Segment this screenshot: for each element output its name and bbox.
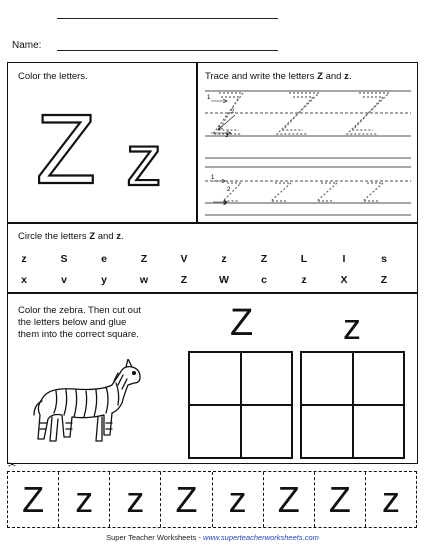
glue-square[interactable] — [353, 405, 405, 458]
letter-choice[interactable]: L — [300, 253, 308, 265]
stroke-number-2: 2 — [231, 109, 235, 115]
letter-choice[interactable]: z — [221, 253, 227, 265]
cut-out-letter[interactable]: Z — [315, 472, 366, 527]
upper-case-glue-grid — [188, 351, 293, 459]
svg-text:1: 1 — [211, 175, 215, 181]
letter-choice[interactable]: s — [381, 253, 387, 265]
circle-letters-panel — [7, 222, 418, 294]
cut-out-letter[interactable]: Z — [264, 472, 315, 527]
scissors-icon: ✂ — [8, 460, 17, 471]
letter-choice[interactable]: Z — [180, 274, 188, 286]
letter-choice[interactable]: z — [21, 253, 27, 265]
cut-out-letter[interactable]: Z — [8, 472, 59, 527]
lower-case-heading: z — [343, 306, 361, 347]
letter-choice[interactable]: S — [60, 253, 68, 265]
lower-case-glue-grid — [300, 351, 405, 459]
name-line — [57, 50, 278, 51]
letter-choice[interactable]: Z — [140, 253, 148, 265]
top-blank-line — [57, 18, 278, 19]
footer-site-link[interactable]: www.superteacherworksheets.com — [202, 533, 319, 542]
zebra-instruction-line-1: Color the zebra. Then cut out — [18, 305, 141, 316]
svg-text:3: 3 — [223, 201, 227, 207]
letter-choice[interactable]: V — [180, 253, 188, 265]
zebra-illustration — [28, 359, 148, 451]
glue-square[interactable] — [301, 405, 353, 458]
name-label: Name: — [12, 40, 42, 51]
glue-square[interactable] — [189, 352, 241, 405]
cut-out-letter[interactable]: Z — [161, 472, 212, 527]
glue-square[interactable] — [241, 352, 293, 405]
letter-choice[interactable]: v — [61, 274, 67, 286]
glue-square[interactable] — [241, 405, 293, 458]
outline-lower-z: z — [126, 121, 162, 201]
cut-out-letter[interactable]: z — [213, 472, 264, 527]
cut-out-letter[interactable]: z — [381, 478, 400, 520]
stroke-number-3: 3 — [225, 133, 229, 139]
letter-choice[interactable]: I — [342, 253, 346, 265]
outline-letters — [8, 63, 196, 223]
letter-choice[interactable]: w — [139, 274, 149, 286]
cut-out-letter[interactable]: z — [59, 472, 110, 527]
letter-row-1 — [18, 253, 390, 265]
letter-choice[interactable]: x — [21, 274, 27, 286]
outline-upper-z: Z — [36, 94, 96, 204]
svg-text:2: 2 — [227, 187, 231, 193]
color-instruction: Color the letters. — [18, 71, 88, 82]
glue-square[interactable] — [301, 352, 353, 405]
trace-instruction: Trace and write the letters Z and z. — [205, 71, 352, 82]
stroke-number-1: 1 — [207, 95, 211, 101]
footer — [0, 533, 425, 542]
glue-square[interactable] — [189, 405, 241, 458]
letter-choice[interactable]: e — [101, 253, 107, 265]
upper-case-heading: Z — [230, 302, 254, 344]
color-letters-panel — [7, 62, 198, 224]
letter-choice[interactable]: y — [101, 274, 107, 286]
zebra-glue-panel — [7, 292, 418, 464]
cut-out-letter-strip — [7, 471, 417, 528]
letter-row-2 — [18, 274, 390, 286]
letter-choice[interactable]: z — [301, 274, 307, 286]
footer-brand: Super Teacher Worksheets - — [106, 533, 203, 542]
letter-choice[interactable]: X — [340, 274, 348, 286]
tracing-lines — [197, 63, 417, 223]
zebra-instruction-line-3: them into the correct square. — [18, 329, 139, 340]
glue-square[interactable] — [353, 352, 405, 405]
trace-write-panel — [196, 62, 418, 224]
letter-choice[interactable]: Z — [380, 274, 388, 286]
letter-choice[interactable]: c — [261, 274, 267, 286]
letter-choice[interactable]: W — [219, 274, 229, 286]
cut-out-letter[interactable]: z — [110, 472, 161, 527]
zebra-instruction-line-2: the letters below and glue — [18, 317, 127, 328]
letter-choice[interactable]: Z — [260, 253, 268, 265]
circle-instruction: Circle the letters Z and z. — [18, 231, 124, 242]
